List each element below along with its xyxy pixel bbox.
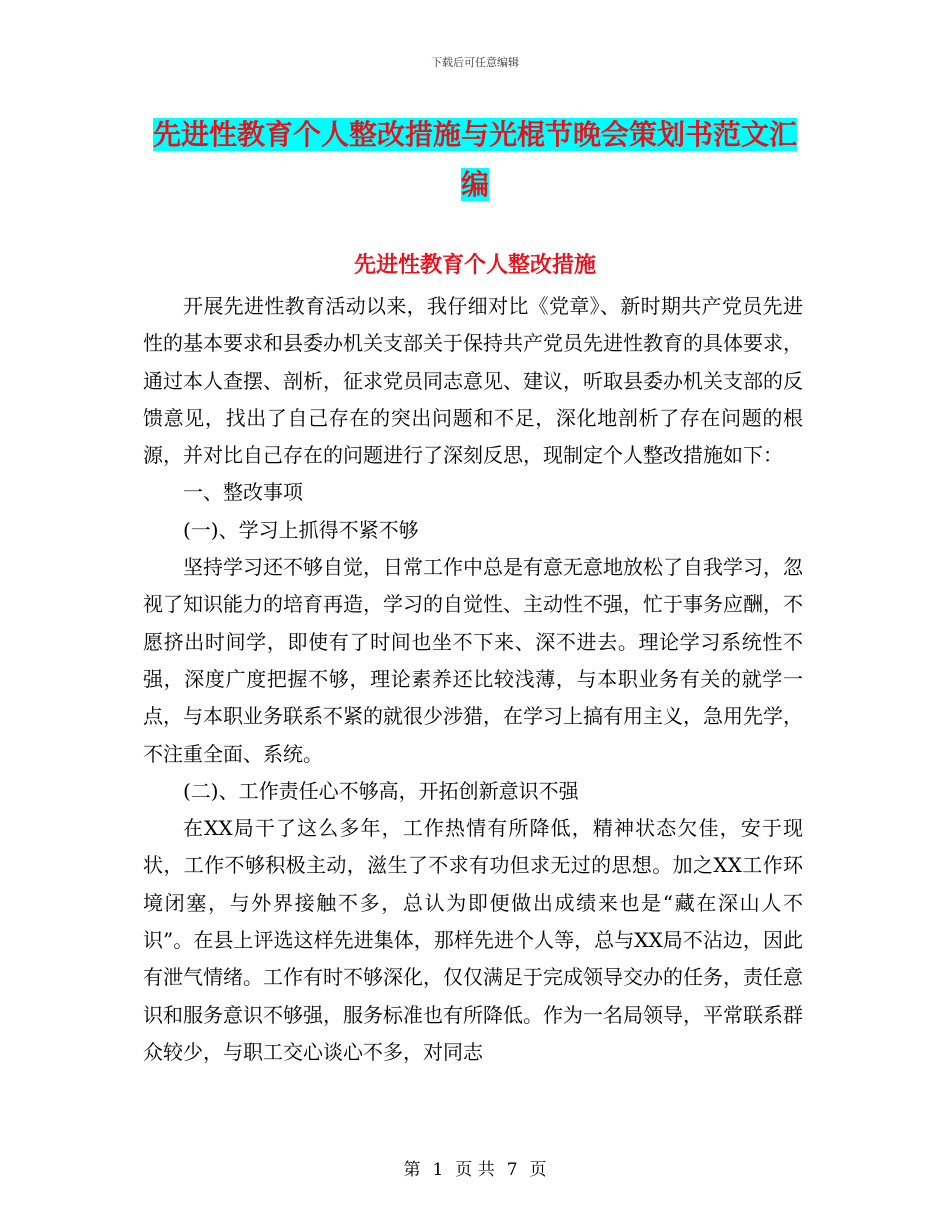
- paragraph-intro: 开展先进性教育活动以来，我仔细对比《党章》、新时期共产党员先进性的基本要求和县委办机关支部关于保持共产党员先进性教育的具体要求，通过本人查摆、剖析，征求党员同志意见、建议，听取县委办机关支部的反馈意见，找出了自己存在的突出问题和不足，深化地剖析了存在问题的根源，并对比自己存在的问题进行了深刻反思，现制定个人整改措施如下：: [143, 294, 803, 468]
- document-title-line2: 编: [460, 168, 489, 201]
- paragraph-study: 坚持学习还不够自觉，日常工作中总是有意无意地放松了自我学习，忽视了知识能力的培育再造，学习的自觉性、主动性不强，忙于事务应酬，不愿挤出时间学，即使有了时间也坐不下来、深不进去。理论学习系统性不强，深度广度把握不够，理论素养还比较浅薄，与本职业务有关的就学一点，与本职业务联系不紧的就很少涉猎，在学习上搞有用主义，急用先学，不注重全面、系统。: [143, 555, 803, 766]
- footer-middle: 页 共: [455, 1160, 495, 1180]
- footer-prefix: 第: [403, 1160, 421, 1180]
- footer-suffix: 页: [529, 1160, 547, 1180]
- section-title: 先进性教育个人整改措施: [353, 252, 596, 278]
- footer-page-number: 1: [432, 1160, 444, 1180]
- footer-total-pages: 7: [506, 1160, 518, 1180]
- subheading-responsibility: (二)、工作责任心不够高，开拓创新意识不强: [183, 778, 579, 803]
- paragraph-responsibility: 在XX局干了这么多年，工作热情有所降低，精神状态欠佳，安于现状，工作不够积极主动，滋生了不求有功但求无过的思想。加之XX工作环境闭塞，与外界接触不多，总认为即便做出成绩来也是“藏在深山人不识”。在县上评选这样先进集体，那样先进个人等，总与XX局不沾边，因此有泄气情绪。工作有时不够深化，仅仅满足于完成领导交办的任务，责任意识和服务意识不够强，服务标准也有所降低。作为一名局领导，平常联系群众较少，与职工交心谈心不多，对同志: [143, 816, 803, 1064]
- document-title: [140, 110, 810, 210]
- page-footer: [0, 1155, 950, 1180]
- document-body: [143, 288, 803, 1071]
- subheading-study: (一)、学习上抓得不紧不够: [183, 517, 419, 542]
- heading-rectification-items: 一、整改事项: [183, 480, 303, 505]
- document-title-line1: 先进性教育个人整改措施与光棍节晚会策划书范文汇: [152, 118, 797, 151]
- header-note: 下载后可任意编辑: [431, 56, 519, 69]
